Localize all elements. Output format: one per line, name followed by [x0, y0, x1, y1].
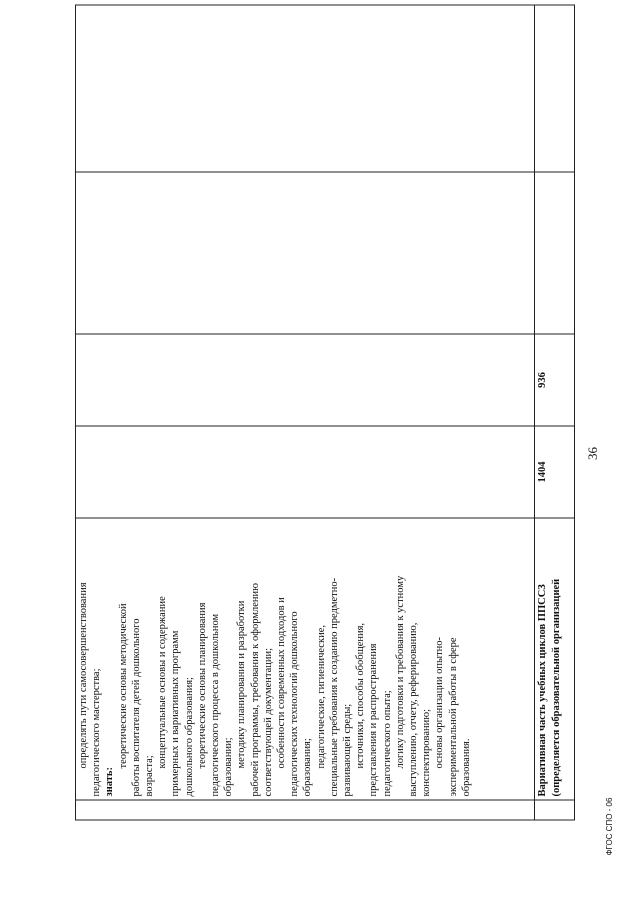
text-line: развивающей среды;: [342, 703, 354, 796]
text-line: образования.: [460, 737, 472, 796]
text-line: основы организации опытно-: [434, 636, 446, 768]
table-cell-index: [535, 800, 575, 820]
text-line: экспериментальной работы в сфере: [447, 636, 459, 796]
text-line: методику планирования и разработки: [236, 600, 248, 768]
text-line: специальные требования к созданию предметно-: [328, 577, 340, 796]
text-line: педагогического опыта;: [381, 689, 393, 796]
text-line: педагогического процесса в дошкольном: [210, 613, 222, 796]
text-line: логику подготовки и требования к устному: [394, 575, 406, 768]
table-cell-index: [76, 800, 535, 820]
footer-code: ФГОС СПО - 06: [605, 797, 614, 855]
table-row: [535, 5, 575, 820]
table-cell-description: [535, 518, 575, 800]
table-cell-competencies: [535, 5, 575, 172]
table-cell-class-hours: 936: [535, 334, 575, 426]
page-number: 36: [585, 446, 600, 460]
text-line: Вариативная часть учебных циклов ППССЗ: [537, 583, 549, 796]
text-line: педагогических технологий дошкольного: [289, 610, 301, 796]
table-cell-class-hours: [76, 334, 535, 426]
text-line: конспектированию;: [421, 708, 433, 796]
text-line: выступлению, отчету, реферированию,: [408, 622, 420, 796]
table-cell-max-hours: [76, 426, 535, 518]
text-line: дошкольного образования;: [183, 676, 195, 796]
text-line: источники, способы обобщения,: [355, 622, 367, 768]
text-line: педагогического мастерства;: [91, 667, 103, 796]
text-line: соответствующей документации;: [262, 647, 274, 796]
table-row: [76, 5, 535, 820]
text-line: знать:: [104, 766, 116, 796]
text-line: возраста;: [144, 754, 156, 796]
text-line: примерных и вариативных программ: [170, 630, 182, 796]
table-cell-disciplines: [76, 172, 535, 334]
text-line: образования;: [302, 737, 314, 796]
table-cell-description: [76, 518, 535, 800]
text-line: рабочей программы, требования к оформлению: [249, 582, 261, 796]
table-cell-disciplines: [535, 172, 575, 334]
table-cell-max-hours: 1404: [535, 426, 575, 518]
table-cell-competencies: [76, 5, 535, 172]
text-line: образовании;: [223, 736, 235, 796]
text-line: теоретические основы планирования: [196, 602, 208, 768]
text-line: концептуальные основы и содержание: [157, 595, 169, 768]
text-line: представления и распространения: [368, 642, 380, 796]
text-line: определять пути самосовершенствования: [78, 581, 89, 768]
text-line: (определяется образовательной организацией: [550, 578, 562, 796]
text-line: теоретические основы методической: [117, 602, 129, 768]
text-line: работы воспитателя детей дошкольного: [130, 617, 142, 796]
curriculum-table: [75, 4, 575, 820]
text-line: особенности современных подходов и: [276, 596, 288, 768]
text-line: педагогические, гигиенические,: [315, 624, 327, 768]
